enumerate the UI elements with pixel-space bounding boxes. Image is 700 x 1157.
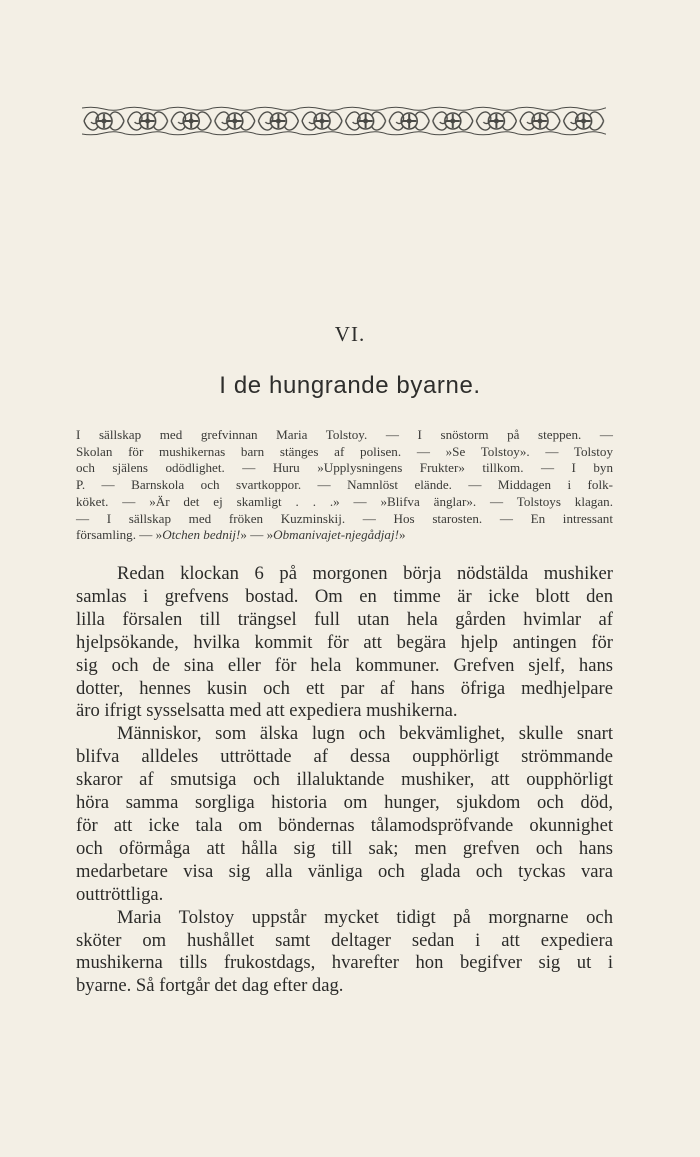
body-line: sköter om hushållet samt deltager sedan i att expediera xyxy=(76,929,613,951)
body-line: Människor, som älska lugn och bekvämlighet, skulle snart xyxy=(117,723,613,745)
summary-line: köket. — »Är det ej skamligt . . .» — »Blifva änglar». — Tolstoys klagan. xyxy=(76,493,613,509)
body-line: hjelpsökande, hvilka kommit för att begära hjelp antingen för xyxy=(76,631,613,653)
body-line: medarbetare visa sig alla vänliga och glada och tyckas vara xyxy=(76,860,613,882)
summary-text: » xyxy=(398,527,406,543)
body-line: lilla försalen till trängsel full utan hela gården hvimlar af xyxy=(76,608,613,630)
body-line: outtröttliga. xyxy=(76,883,164,905)
summary-text: församling. — » xyxy=(76,527,163,543)
summary-italic-quote: Otchen bednij! xyxy=(162,527,241,543)
body-line: mushikerna tills frukostdags, hvarefter hon begifver sig ut i xyxy=(76,952,613,974)
body-line: sig och de sina eller för hela kommuner. Grefven sjelf, hans xyxy=(76,654,613,676)
body-line: Redan klockan 6 på morgonen börja nödstälda mushiker xyxy=(117,563,613,584)
summary-line-last xyxy=(76,527,613,544)
summary-line: I sällskap med grefvinnan Maria Tolstoy. — I snöstorm på steppen. — xyxy=(76,427,613,442)
body-line: för att icke tala om böndernas tålamodspröfvande okunnighet xyxy=(76,814,613,836)
body-line: byarne. Så fortgår det dag efter dag. xyxy=(76,975,344,997)
summary-line: P. — Barnskola och svartkoppor. — Namnlöst elände. — Middagen i folk- xyxy=(76,477,613,493)
summary-text: » — » xyxy=(240,527,274,543)
chapter-title: I de hungrande byarne. xyxy=(219,372,481,399)
body-line: blifva alldeles uttröttade af dessa oupphörligt strömmande xyxy=(76,746,613,768)
body-line: skaror af smutsiga och illaluktande mushiker, att oupphörligt xyxy=(76,769,613,791)
summary-line: Skolan för mushikernas barn stänges af polisen. — »Se Tolstoy». — Tolstoy xyxy=(76,443,613,459)
body-line: och oförmåga att hålla sig till sak; men grefven och hans xyxy=(76,837,613,859)
summary-line: och själens odödlighet. — Huru »Upplysningens Frukter» tillkom. — I byn xyxy=(76,460,613,476)
summary-line: — I sällskap med fröken Kuzminskij. — Hos starosten. — En intressant xyxy=(76,510,613,526)
body-line: höra samma sorgliga historia om hunger, sjukdom och död, xyxy=(76,792,613,814)
chapter-number: VI. xyxy=(334,322,366,346)
chapter-summary xyxy=(76,427,613,544)
body-line: dotter, hennes kusin och ett par af hans öfriga medhjelpare xyxy=(76,677,613,699)
body-line: samlas i grefvens bostad. Om en timme är icke blott den xyxy=(76,585,613,607)
decorative-header-ornament xyxy=(82,106,606,136)
summary-italic-quote: Obmanivajet-njegådjaj! xyxy=(273,527,399,543)
body-line: äro ifrigt sysselsatta med att expediera mushikerna. xyxy=(76,700,458,722)
body-text xyxy=(76,563,613,998)
body-line: Maria Tolstoy uppstår mycket tidigt på morgnarne och xyxy=(117,906,613,928)
